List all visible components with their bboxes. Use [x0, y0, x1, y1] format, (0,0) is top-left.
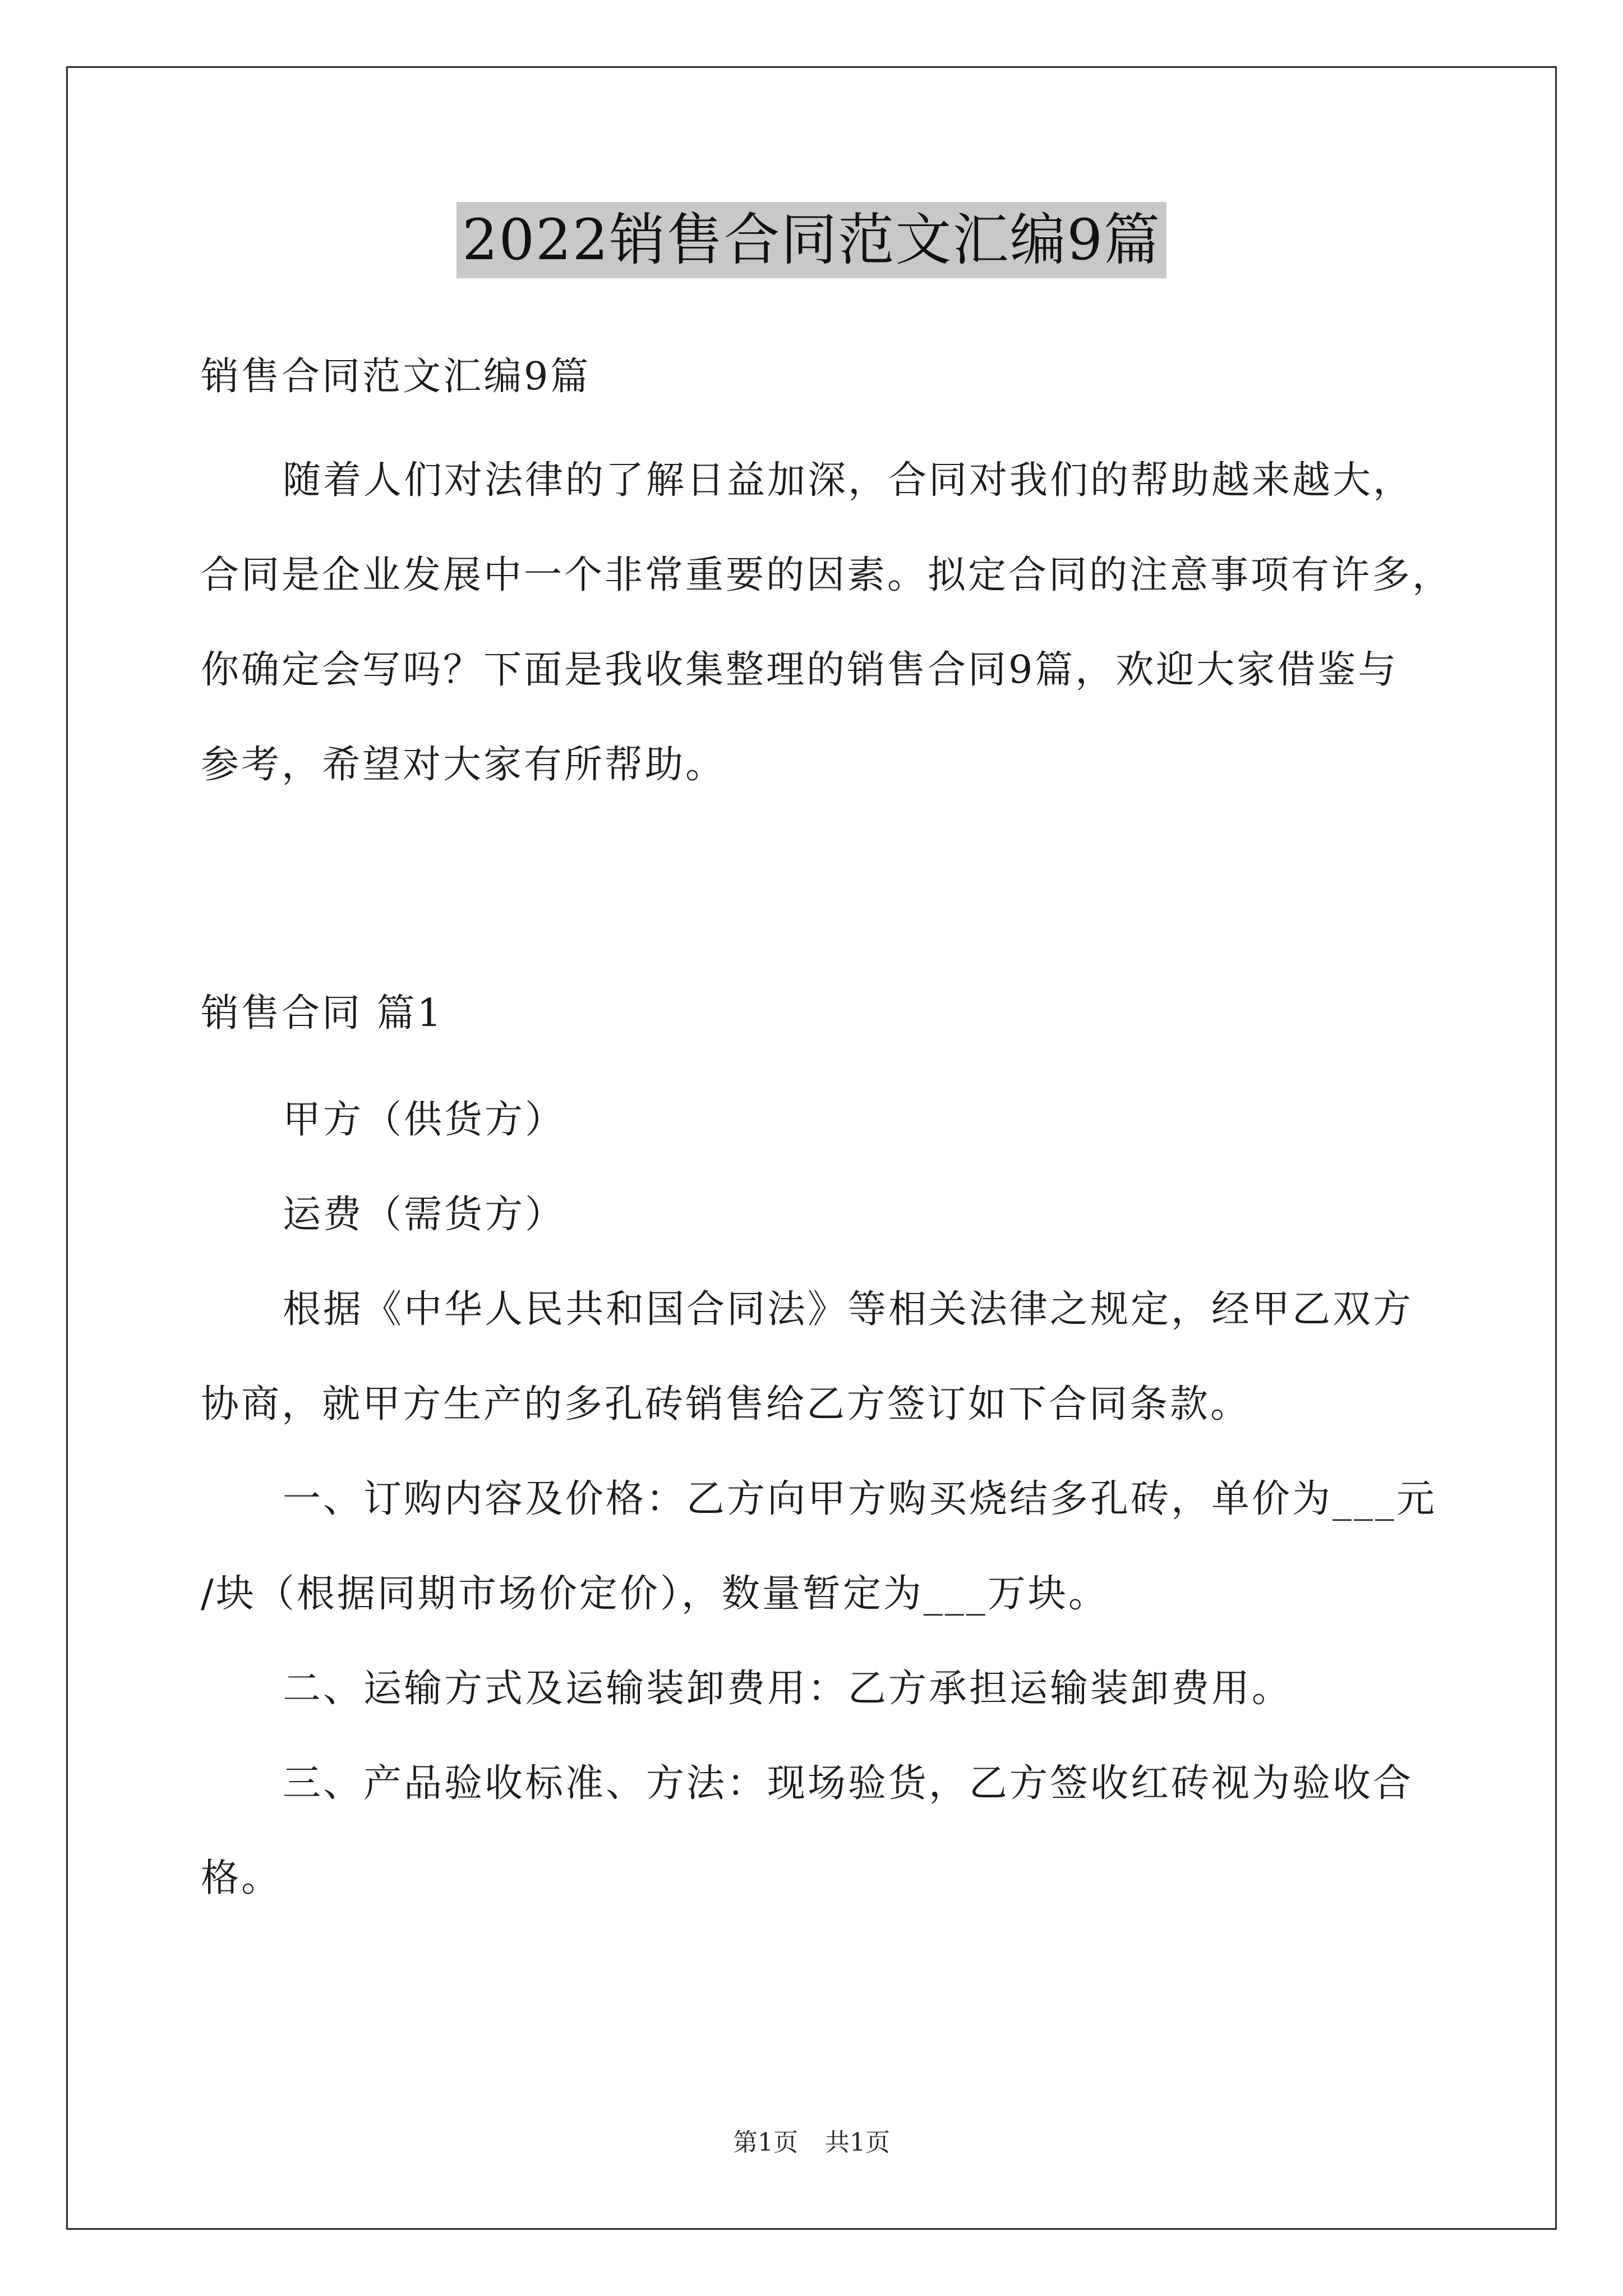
document-subtitle: 销售合同范文汇编9篇 — [201, 355, 591, 399]
intro-line: 合同是企业发展中一个非常重要的因素。拟定合同的注意事项有许多， — [201, 553, 1453, 597]
contract-line: /块（根据同期市场价定价），数量暂定为___万块。 — [201, 1572, 1109, 1616]
contract-line: 运费（需货方） — [283, 1193, 566, 1237]
intro-line: 你确定会写吗？下面是我收集整理的销售合同9篇，欢迎大家借鉴与 — [201, 648, 1399, 692]
intro-line: 随着人们对法律的了解日益加深，合同对我们的帮助越来越大， — [283, 458, 1414, 503]
page-number: 第1页 — [733, 2128, 798, 2157]
document-title: 2022销售合同范文汇编9篇 — [457, 202, 1166, 278]
contract-line: 二、运输方式及运输装卸费用：乙方承担运输装卸费用。 — [283, 1667, 1293, 1711]
page-total: 共1页 — [825, 2128, 890, 2157]
intro-line: 参考，希望对大家有所帮助。 — [201, 743, 726, 787]
contract-line: 格。 — [201, 1856, 282, 1901]
contract-line: 一、订购内容及价格：乙方向甲方购买烧结多孔砖，单价为___元 — [283, 1477, 1437, 1521]
contract-body — [201, 1073, 1435, 1926]
contract-line: 根据《中华人民共和国合同法》等相关法律之规定，经甲乙双方 — [283, 1287, 1414, 1332]
intro-paragraph — [201, 433, 1453, 812]
page-footer — [0, 2126, 1623, 2160]
contract-line: 甲方（供货方） — [283, 1098, 566, 1142]
contract-line: 协商，就甲方生产的多孔砖销售给乙方签订如下合同条款。 — [201, 1382, 1251, 1427]
section-heading: 销售合同 篇1 — [201, 991, 444, 1036]
title-container — [0, 202, 1623, 278]
contract-line: 三、产品验收标准、方法：现场验货，乙方签收红砖视为验收合 — [283, 1761, 1414, 1806]
